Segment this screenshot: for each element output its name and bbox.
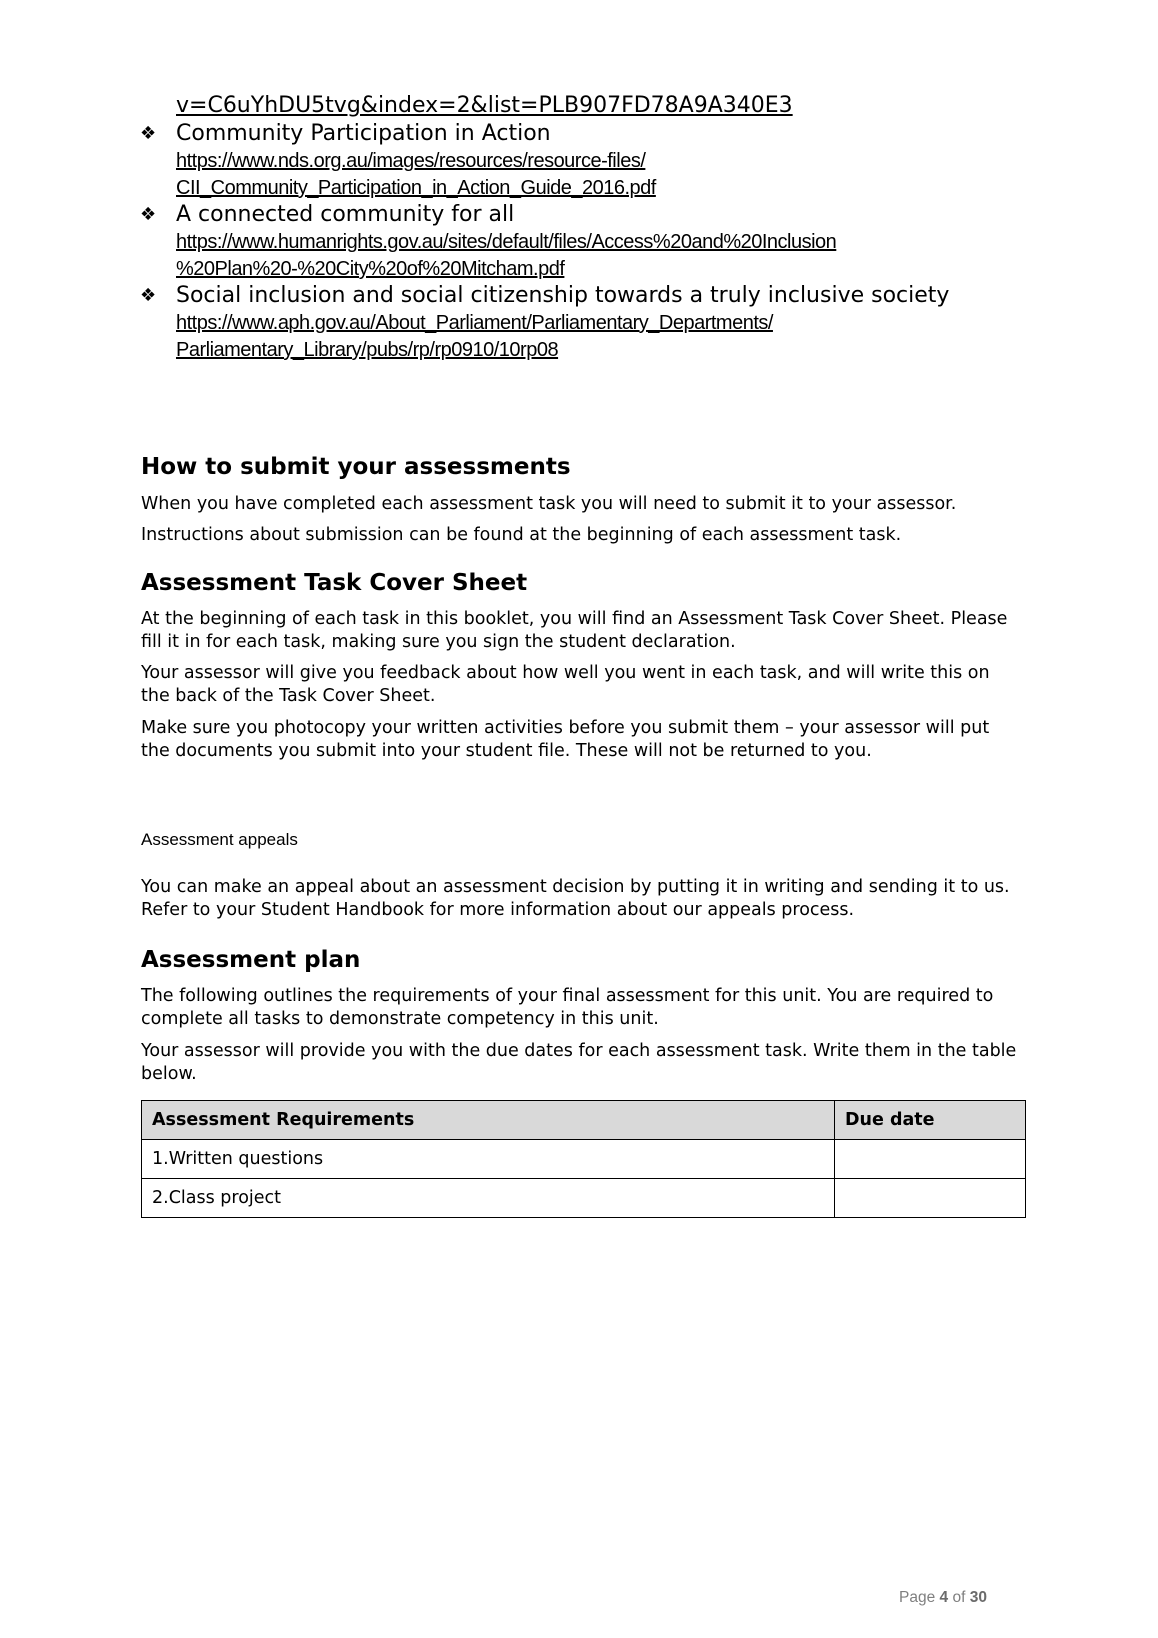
- page-label: Page: [899, 1589, 936, 1606]
- heading-cover-sheet: Assessment Task Cover Sheet: [141, 570, 528, 596]
- paragraph: Instructions about submission can be found at the beginning of each assessment task.: [141, 525, 902, 545]
- page-number: [899, 1589, 987, 1607]
- of-label: of: [952, 1589, 966, 1606]
- bullet-diamond-icon: ❖: [140, 204, 157, 225]
- due-date-cell[interactable]: [835, 1179, 1026, 1218]
- due-date-cell[interactable]: [835, 1140, 1026, 1179]
- paragraph: When you have completed each assessment task you will need to submit it to your assessor.: [141, 494, 957, 514]
- resource-link[interactable]: https://www.humanrights.gov.au/sites/default/files/Access%20and%20Inclusion: [176, 231, 837, 253]
- resource-title: Community Participation in Action: [176, 121, 551, 146]
- table-row: [142, 1179, 1026, 1218]
- assessment-plan-table: [141, 1100, 1026, 1218]
- heading-how-to-submit: How to submit your assessments: [141, 454, 571, 480]
- header-assessment-requirements: Assessment Requirements: [142, 1101, 835, 1140]
- paragraph: Your assessor will provide you with the due dates for each assessment task. Write them in the table below.: [141, 1041, 1017, 1084]
- bullet-diamond-icon: ❖: [140, 123, 157, 144]
- requirement-cell: 2.Class project: [142, 1179, 835, 1218]
- resource-link[interactable]: %20Plan%20-%20City%20of%20Mitcham.pdf: [176, 258, 565, 280]
- page-total: 30: [969, 1589, 987, 1606]
- resource-link[interactable]: Parliamentary_Library/pubs/rp/rp0910/10rp08: [176, 339, 559, 361]
- resource-title: A connected community for all: [176, 202, 515, 227]
- resource-link[interactable]: https://www.nds.org.au/images/resources/resource-files/: [176, 150, 646, 172]
- heading-assessment-plan: Assessment plan: [141, 947, 361, 973]
- bullet-diamond-icon: ❖: [140, 285, 157, 306]
- resource-link[interactable]: CII_Community_Participation_in_Action_Guide_2016.pdf: [176, 177, 656, 199]
- paragraph: Make sure you photocopy your written activities before you submit them – your assessor will put the documents you submit into your student file. These will not be returned to you.: [141, 718, 990, 761]
- header-due-date: Due date: [835, 1101, 1026, 1140]
- paragraph: You can make an appeal about an assessment decision by putting it in writing and sending it to us. Refer to your Student Handbook for more information about our appeals process.: [141, 877, 1010, 920]
- paragraph: Your assessor will give you feedback about how well you went in each task, and will write this on the back of the Task Cover Sheet.: [141, 663, 990, 706]
- resource-link[interactable]: https://www.aph.gov.au/About_Parliament/Parliamentary_Departments/: [176, 312, 773, 334]
- table-row: [142, 1140, 1026, 1179]
- heading-assessment-appeals: Assessment appeals: [141, 830, 298, 849]
- table-header-row: [142, 1101, 1026, 1140]
- paragraph: At the beginning of each task in this booklet, you will find an Assessment Task Cover Sheet. Please fill it in for each task, making sure you sign the student declaration.: [141, 609, 1008, 652]
- requirement-cell: 1.Written questions: [142, 1140, 835, 1179]
- resource-link-continuation[interactable]: v=C6uYhDU5tvg&index=2&list=PLB907FD78A9A340E3: [176, 93, 793, 118]
- page-current: 4: [939, 1589, 949, 1606]
- paragraph: The following outlines the requirements of your final assessment for this unit. You are required to complete all tasks to demonstrate competency in this unit.: [141, 986, 994, 1029]
- resource-title: Social inclusion and social citizenship towards a truly inclusive society: [176, 283, 950, 308]
